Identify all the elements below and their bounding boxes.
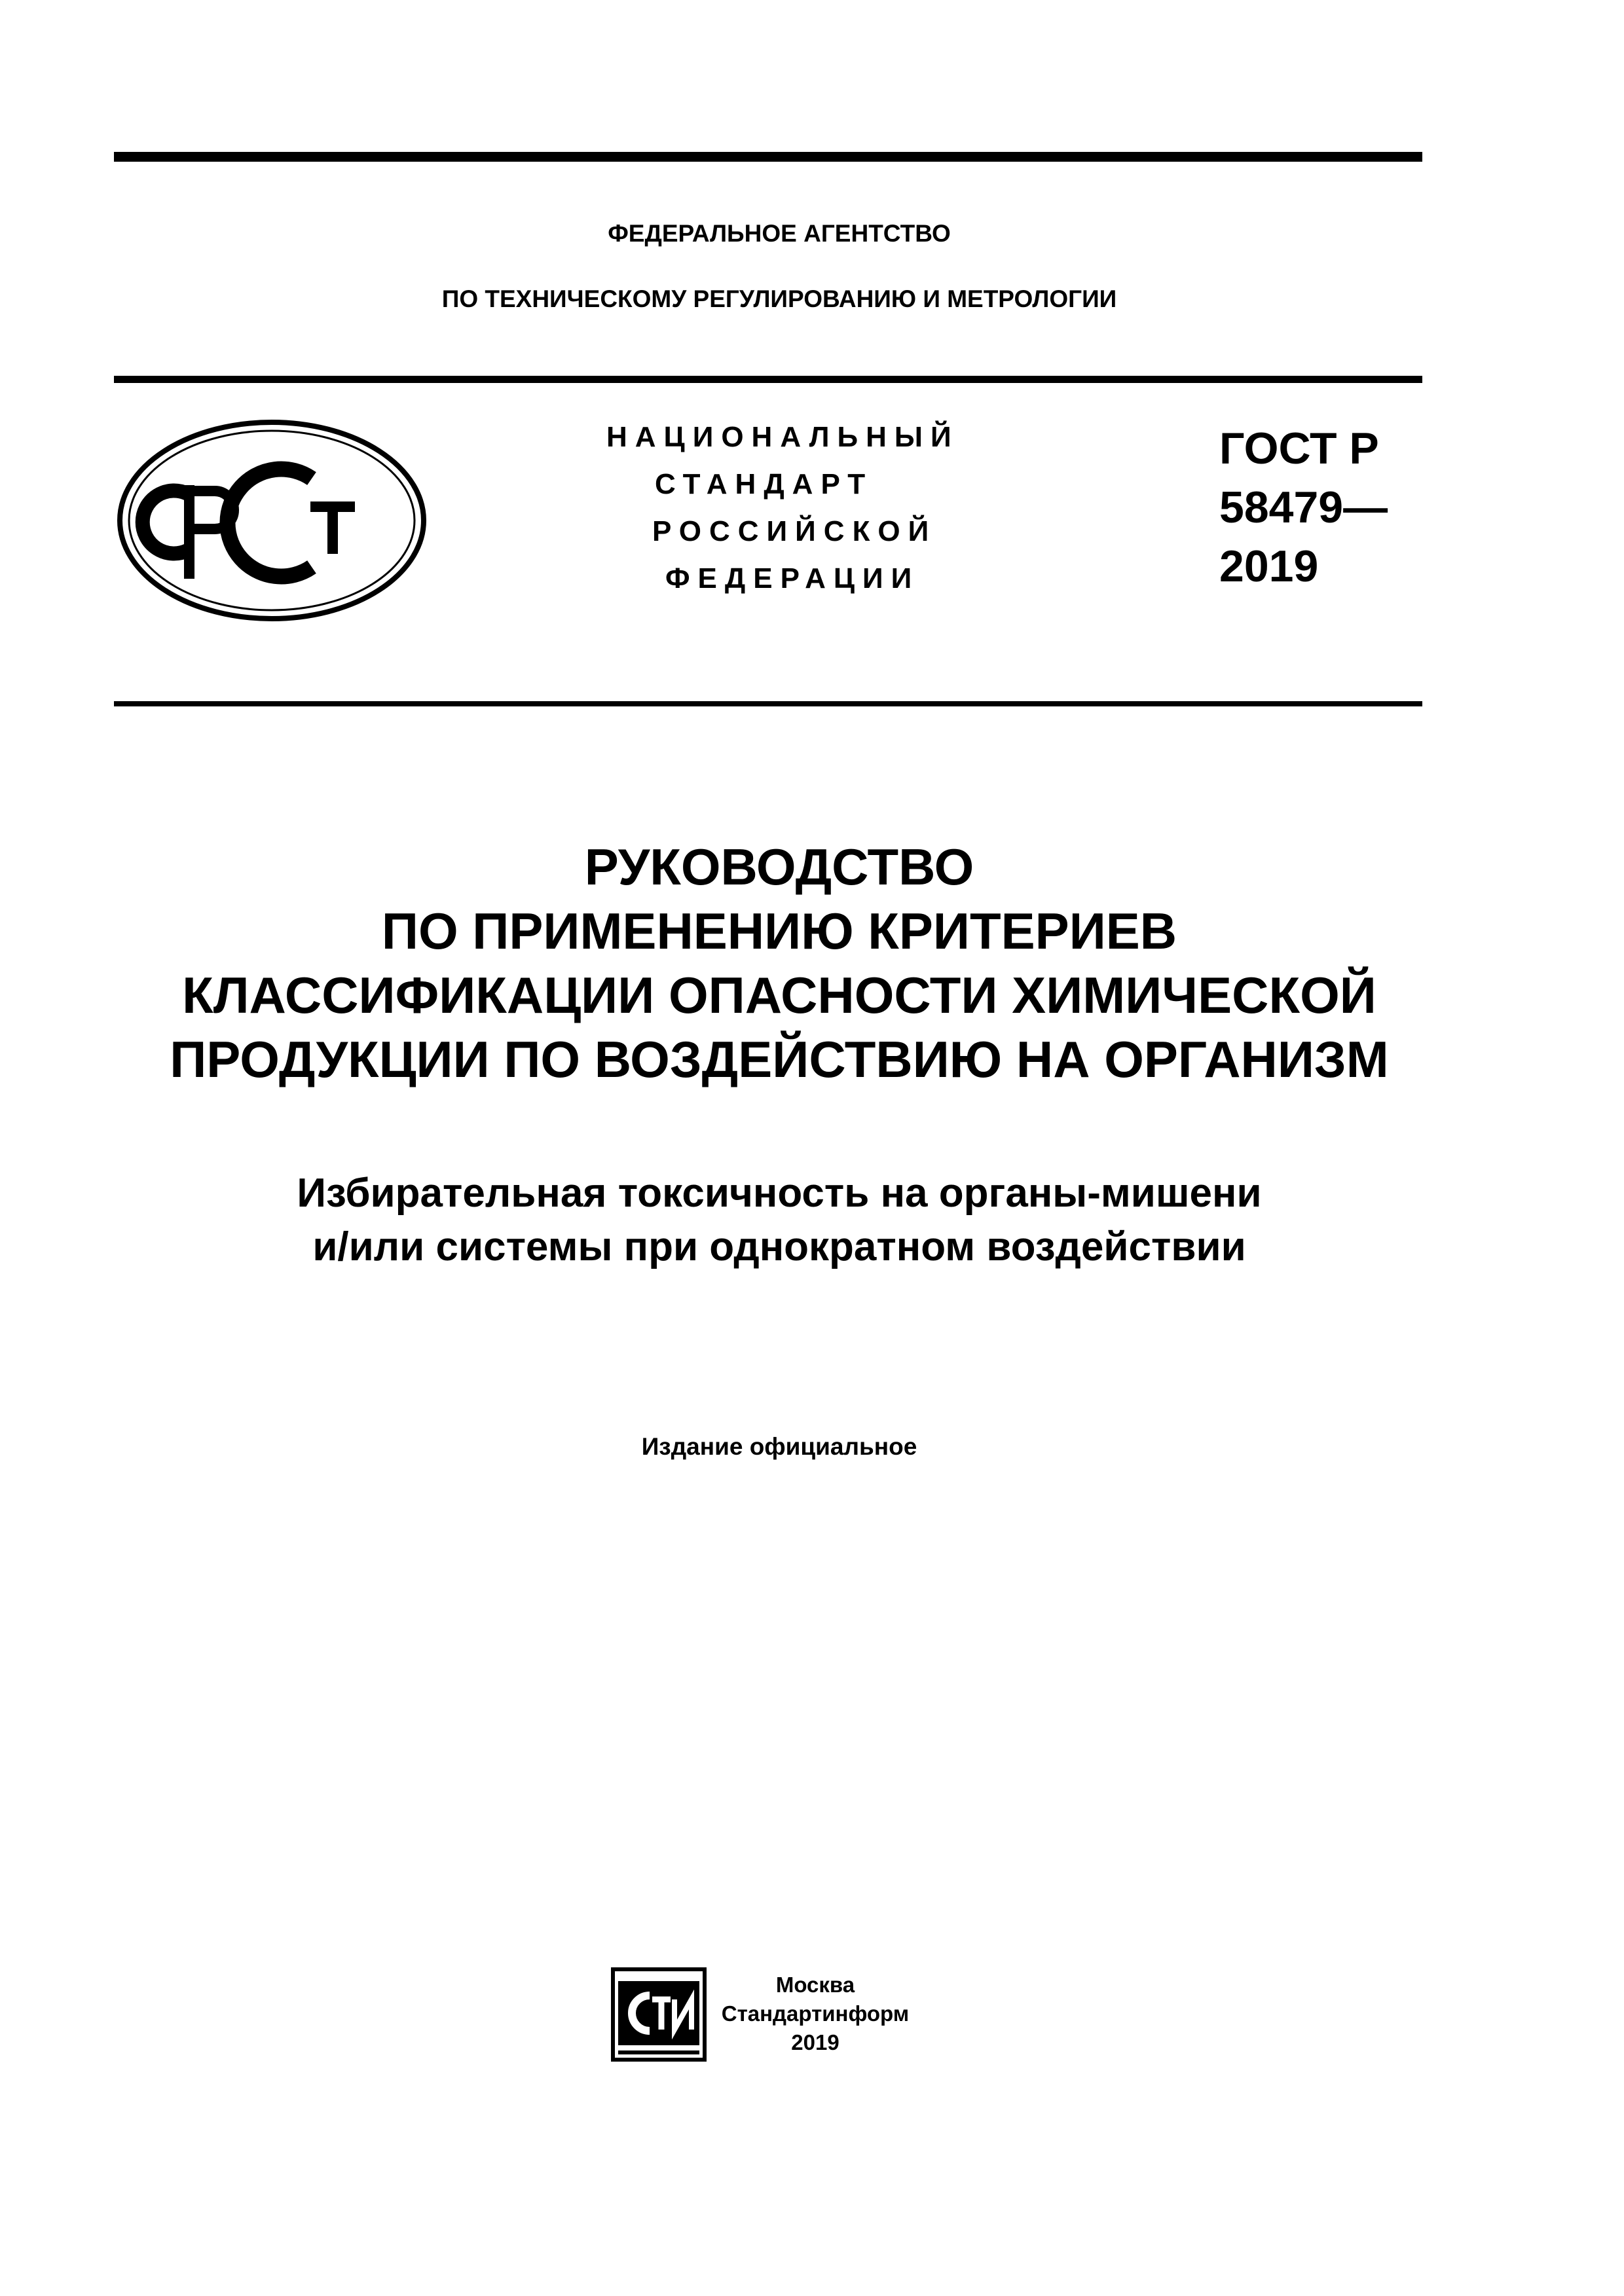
national-line: РОССИЙСКОЙ — [652, 515, 937, 547]
standartinform-logo-icon — [610, 1967, 707, 2062]
title-line: ПО ПРИМЕНЕНИЮ КРИТЕРИЕВ — [381, 902, 1177, 960]
gost-line: ГОСТ Р — [1219, 424, 1379, 473]
header-rule — [114, 376, 1422, 383]
standard-number — [1219, 419, 1388, 596]
publisher-city: Москва — [775, 1973, 855, 1997]
publisher-block — [707, 1971, 923, 2057]
title-block-rule — [114, 701, 1422, 706]
document-subtitle — [114, 1167, 1445, 1274]
subtitle-line: и/или системы при однократном воздействии — [312, 1224, 1246, 1269]
gost-line: 58479— — [1219, 483, 1388, 532]
document-title — [114, 835, 1445, 1091]
national-line: СТАНДАРТ — [655, 468, 874, 500]
national-line: ФЕДЕРАЦИИ — [665, 562, 920, 594]
rst-logo-icon — [115, 416, 428, 625]
edition-label: Издание официальное — [641, 1433, 917, 1460]
top-rule — [114, 152, 1422, 162]
title-line: РУКОВОДСТВО — [584, 838, 974, 896]
gost-line: 2019 — [1219, 541, 1319, 591]
title-line: ПРОДУКЦИИ ПО ВОЗДЕЙСТВИЮ НА ОРГАНИЗМ — [170, 1030, 1389, 1088]
national-standard-label — [583, 414, 1041, 602]
subtitle-line: Избирательная токсичность на органы-мишени — [297, 1171, 1262, 1216]
title-line: КЛАССИФИКАЦИИ ОПАСНОСТИ ХИМИЧЕСКОЙ — [182, 966, 1376, 1024]
agency-name-line-1: ФЕДЕРАЛЬНОЕ АГЕНТСТВО — [608, 220, 951, 247]
publisher-year: 2019 — [791, 2030, 840, 2054]
agency-name-line-2: ПО ТЕХНИЧЕСКОМУ РЕГУЛИРОВАНИЮ И МЕТРОЛОГИИ — [441, 285, 1117, 312]
publisher-name: Стандартинформ — [721, 2001, 910, 2026]
national-line: НАЦИОНАЛЬНЫЙ — [606, 421, 959, 453]
